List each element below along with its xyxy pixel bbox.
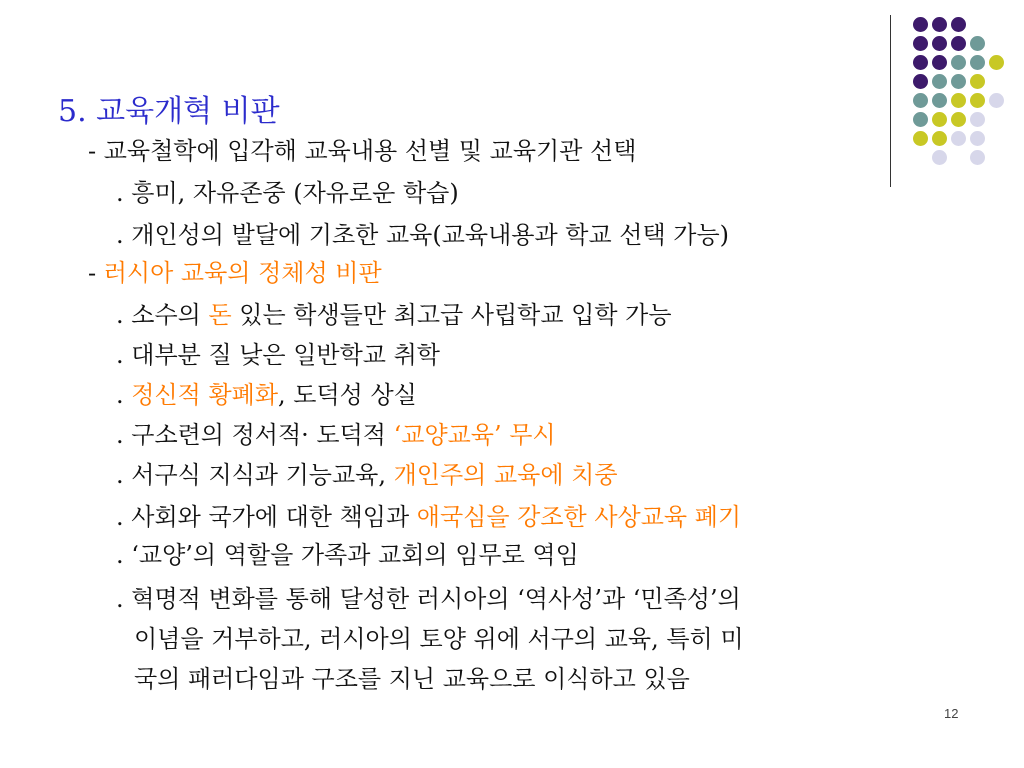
decor-dot — [932, 112, 947, 127]
text-line-segment: . 혁명적 변화를 통해 달성한 러시아의 ‘역사성’과 ‘민족성’의 — [116, 585, 741, 613]
text-line — [88, 258, 382, 288]
decor-dot — [932, 55, 947, 70]
text-line-segment: , 도덕성 상실 — [278, 381, 417, 409]
decor-dot — [970, 131, 985, 146]
slide-title: 5. 교육개혁 비판 — [58, 94, 280, 129]
highlighted-text: 돈 — [208, 301, 232, 329]
decor-dot — [913, 74, 928, 89]
decor-dot — [970, 93, 985, 108]
text-line-segment: . — [116, 381, 132, 409]
text-line — [134, 664, 690, 694]
decor-dot — [970, 150, 985, 165]
text-line — [116, 300, 672, 330]
text-line-segment: . 소수의 — [116, 301, 209, 329]
highlighted-text: 러시아 교육의 정체성 비판 — [103, 259, 382, 287]
decor-dot — [970, 36, 985, 51]
highlighted-text: 개인주의 교육에 치중 — [393, 461, 618, 489]
decor-dot — [913, 55, 928, 70]
decor-dot — [913, 131, 928, 146]
text-line-segment: . 대부분 질 낮은 일반학교 취학 — [116, 341, 440, 369]
text-line — [116, 220, 729, 250]
decor-dot — [913, 17, 928, 32]
text-line — [88, 136, 636, 166]
decor-dot — [951, 36, 966, 51]
decor-dot — [951, 17, 966, 32]
highlighted-text: 애국심을 강조한 사상교육 폐기 — [416, 503, 742, 531]
decor-dot — [932, 131, 947, 146]
text-line — [116, 460, 618, 490]
text-line — [116, 584, 741, 614]
text-line — [116, 420, 556, 450]
decor-dot — [989, 93, 1004, 108]
decor-dot — [989, 55, 1004, 70]
text-line-segment: 있는 학생들만 최고급 사립학교 입학 가능 — [231, 301, 672, 329]
decor-dot — [970, 55, 985, 70]
text-line — [116, 502, 741, 532]
decor-dot — [932, 17, 947, 32]
text-line-segment: . 개인성의 발달에 기초한 교육(교육내용과 학교 선택 가능) — [116, 221, 729, 249]
decor-dot — [951, 93, 966, 108]
text-line — [134, 624, 744, 654]
page-number: 12 — [944, 706, 959, 721]
decor-dot — [970, 74, 985, 89]
text-line — [116, 340, 440, 370]
text-line-segment: 국의 패러다임과 구조를 지닌 교육으로 이식하고 있음 — [134, 665, 690, 693]
decor-dot — [932, 36, 947, 51]
text-line-segment: - 교육철학에 입각해 교육내용 선별 및 교육기관 선택 — [88, 137, 637, 165]
text-line-segment: . 흥미, 자유존중 (자유로운 학습) — [116, 179, 459, 207]
text-line — [116, 540, 579, 570]
text-line-segment: . 구소련의 정서적· 도덕적 — [116, 421, 394, 449]
text-line-segment: . 사회와 국가에 대한 책임과 — [116, 503, 417, 531]
decor-dot — [951, 74, 966, 89]
decor-dot — [951, 55, 966, 70]
decor-dot — [932, 150, 947, 165]
decor-dot — [951, 131, 966, 146]
text-line-segment: . ‘교양’의 역할을 가족과 교회의 임무로 역임 — [116, 541, 579, 569]
decor-dot — [913, 36, 928, 51]
text-line-segment: 이념을 거부하고, 러시아의 토양 위에 서구의 교육, 특히 미 — [134, 625, 744, 653]
decor-dot — [951, 112, 966, 127]
decor-dot — [970, 112, 985, 127]
decor-dot — [932, 93, 947, 108]
highlighted-text: 정신적 황폐화 — [131, 381, 278, 409]
text-line — [116, 380, 417, 410]
text-line-segment: . 서구식 지식과 기능교육, — [116, 461, 394, 489]
decor-dot — [932, 74, 947, 89]
decor-dot — [913, 93, 928, 108]
decor-dot — [913, 112, 928, 127]
highlighted-text: ‘교양교육’ 무시 — [393, 421, 556, 449]
text-line — [116, 178, 459, 208]
text-line-segment: - — [88, 259, 104, 287]
